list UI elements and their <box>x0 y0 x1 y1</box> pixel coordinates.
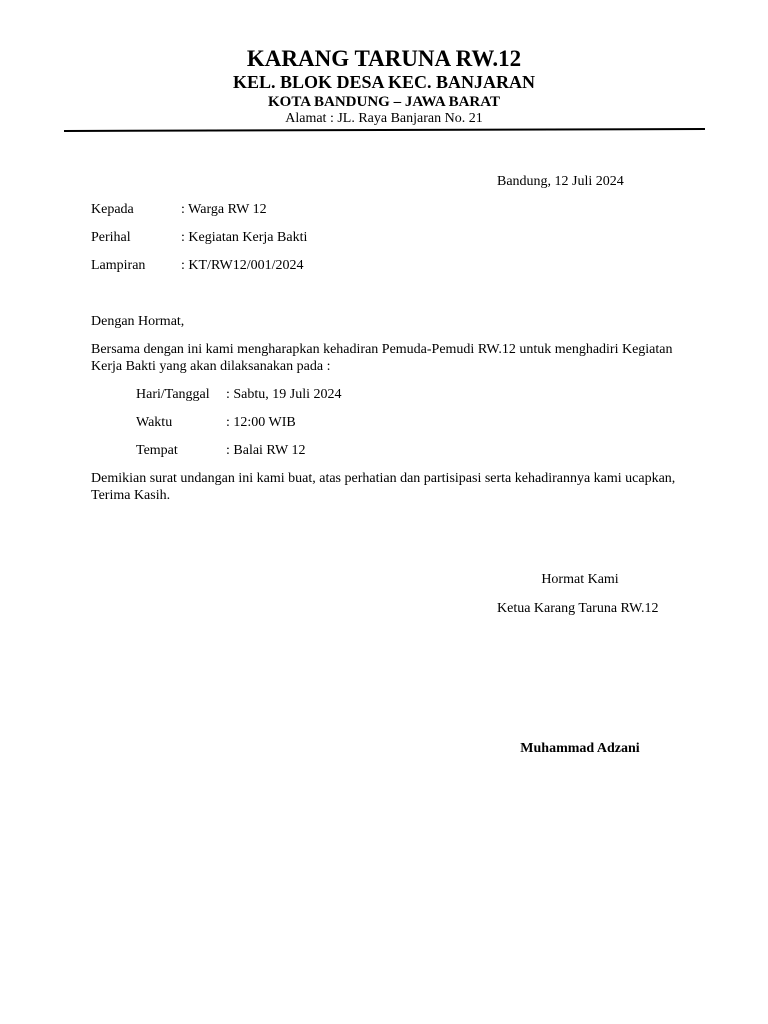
closing-paragraph-line: Terima Kasih. <box>91 488 171 503</box>
lampiran-label: Lampiran <box>91 258 146 273</box>
lampiran-value: : KT/RW12/001/2024 <box>181 258 304 273</box>
closing-paragraph-line: Demikian surat undangan ini kami buat, atas perhatian dan partisipasi serta kehadirannya kami ucapkan, <box>91 471 676 486</box>
event-place-label: Tempat <box>136 443 178 458</box>
greeting: Dengan Hormat, <box>91 314 185 329</box>
org-address: Alamat : JL. Raya Banjaran No. 21 <box>285 111 483 126</box>
intro-paragraph-line: Bersama dengan ini kami mengharapkan kehadiran Pemuda-Pemudi RW.12 untuk menghadiri Kegiatan <box>91 342 673 357</box>
intro-paragraph-line: Kerja Bakti yang akan dilaksanakan pada : <box>91 359 331 374</box>
kepada-label: Kepada <box>91 202 134 217</box>
org-city: KOTA BANDUNG – JAWA BARAT <box>268 94 500 110</box>
event-date-value: : Sabtu, 19 Juli 2024 <box>226 387 342 402</box>
perihal-value: : Kegiatan Kerja Bakti <box>181 230 308 245</box>
event-place-value: : Balai RW 12 <box>226 443 306 458</box>
perihal-label: Perihal <box>91 230 131 245</box>
signature-name: Muhammad Adzani <box>520 741 640 756</box>
signature-position: Ketua Karang Taruna RW.12 <box>497 601 659 616</box>
org-title: KARANG TARUNA RW.12 <box>246 46 522 71</box>
org-subtitle: KEL. BLOK DESA KEC. BANJARAN <box>232 72 536 92</box>
event-time-label: Waktu <box>136 415 173 430</box>
header-divider <box>64 128 705 132</box>
event-date-label: Hari/Tanggal <box>136 387 210 402</box>
letter-date: Bandung, 12 Juli 2024 <box>497 174 624 189</box>
kepada-value: : Warga RW 12 <box>181 202 267 217</box>
signature-regards: Hormat Kami <box>541 572 619 587</box>
event-time-value: : 12:00 WIB <box>226 415 296 430</box>
